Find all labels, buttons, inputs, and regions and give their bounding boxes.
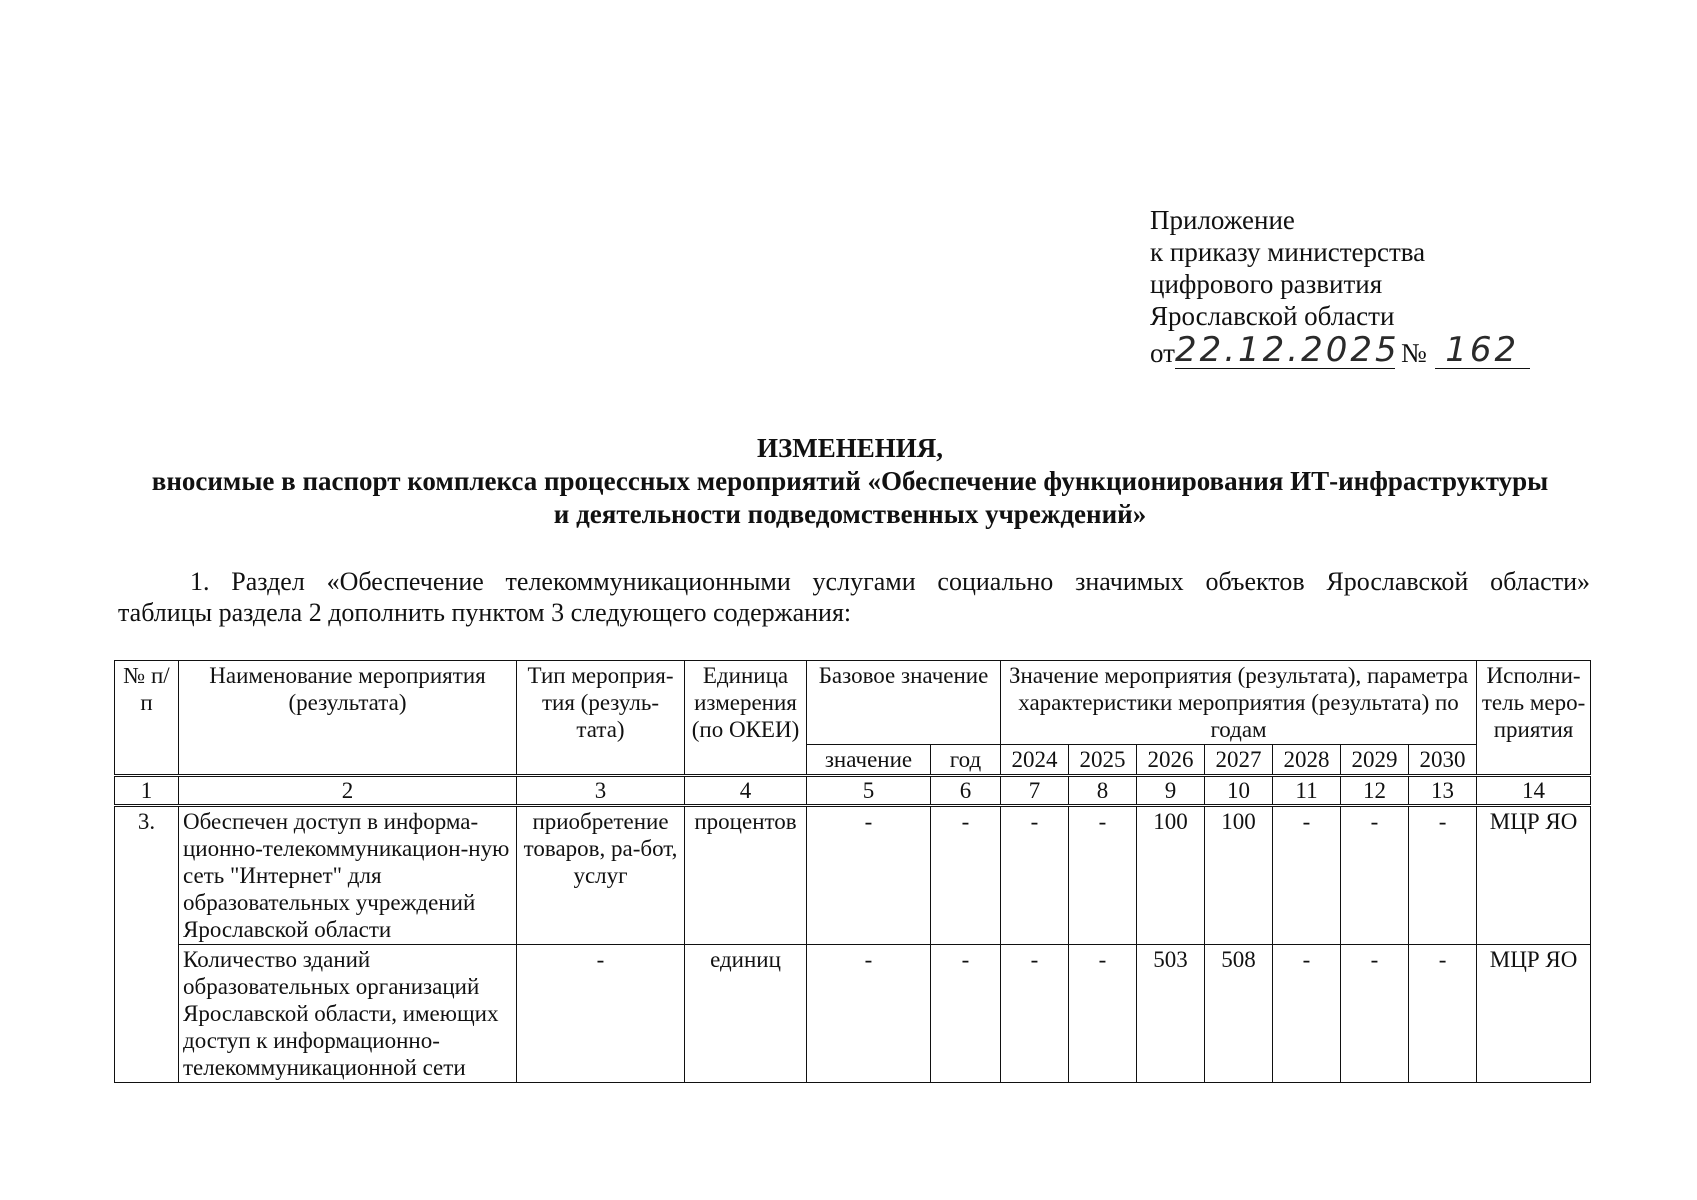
amendment-paragraph [118, 566, 1590, 628]
row-base-year: - [931, 945, 1001, 1083]
row-year-value: - [1273, 806, 1341, 945]
table-row [115, 945, 1591, 1083]
appendix-line: Ярославской области [1150, 301, 1395, 331]
row-year-value: - [1409, 806, 1477, 945]
column-number: 1 [115, 776, 179, 806]
title-line: вносимые в паспорт комплекса процессных мероприятий «Обеспечение функционирования ИТ-инфраструктуры [151, 466, 1549, 496]
header-year: 2024 [1001, 745, 1069, 776]
title-main: ИЗМЕНЕНИЯ, [756, 433, 943, 463]
header-executor: Исполни-тель меро-приятия [1477, 661, 1591, 776]
paragraph-line: 1. Раздел «Обеспечение телекоммуникационными услугами социально значимых объектов Ярославской области» [190, 567, 1590, 596]
row-unit: процентов [685, 806, 807, 945]
header-type: Тип мероприя-тия (резуль-тата) [517, 661, 685, 776]
row-year-value: 508 [1205, 945, 1273, 1083]
row-executor: МЦР ЯО [1477, 806, 1591, 945]
row-base-value: - [807, 806, 931, 945]
appendix-line: цифрового развития [1150, 269, 1383, 299]
column-number: 2 [179, 776, 517, 806]
header-base-year: год [931, 745, 1001, 776]
row-base-year: - [931, 806, 1001, 945]
row-year-value: - [1069, 945, 1137, 1083]
header-year: 2026 [1137, 745, 1205, 776]
header-year: 2027 [1205, 745, 1273, 776]
column-number: 8 [1069, 776, 1137, 806]
header-unit: Единица измерения (по ОКЕИ) [685, 661, 807, 776]
document-title [110, 432, 1590, 531]
header-year: 2030 [1409, 745, 1477, 776]
row-unit: единиц [685, 945, 807, 1083]
header-base: Базовое значение [807, 661, 1001, 745]
paragraph-line: таблицы раздела 2 дополнить пунктом 3 следующего содержания: [118, 598, 852, 627]
number-label: № [1400, 338, 1427, 368]
row-year-value: 503 [1137, 945, 1205, 1083]
row-year-value: - [1001, 806, 1069, 945]
row-year-value: - [1341, 945, 1409, 1083]
column-number: 9 [1137, 776, 1205, 806]
row-year-value: - [1273, 945, 1341, 1083]
column-number: 13 [1409, 776, 1477, 806]
column-number: 7 [1001, 776, 1069, 806]
header-row [115, 661, 1591, 745]
handwritten-date: 22.12.2025 [1174, 330, 1400, 370]
row-executor: МЦР ЯО [1477, 945, 1591, 1083]
column-number: 12 [1341, 776, 1409, 806]
appendix-line: к приказу министерства [1150, 237, 1426, 267]
column-number: 11 [1273, 776, 1341, 806]
column-number: 3 [517, 776, 685, 806]
header-num: № п/п [115, 661, 179, 776]
row-year-value: - [1069, 806, 1137, 945]
column-number: 5 [807, 776, 931, 806]
header-year: 2029 [1341, 745, 1409, 776]
row-base-value: - [807, 945, 931, 1083]
header-year: 2025 [1069, 745, 1137, 776]
measures-table [114, 660, 1591, 1083]
row-type: - [517, 945, 685, 1083]
column-number-row [115, 776, 1591, 806]
header-base-value: значение [807, 745, 931, 776]
row-year-value: 100 [1205, 806, 1273, 945]
header-name: Наименование мероприятия (результата) [179, 661, 517, 776]
appendix-line: Приложение [1150, 205, 1295, 235]
row-year-value: - [1001, 945, 1069, 1083]
row-num: 3. [115, 806, 179, 1083]
title-line: и деятельности подведомственных учреждений» [553, 499, 1147, 529]
column-number: 6 [931, 776, 1001, 806]
row-name: Обеспечен доступ в информа-ционно-телекоммуникацион-ную сеть "Интернет" для образовательных учреждений Ярославской области [179, 806, 517, 945]
row-year-value: - [1409, 945, 1477, 1083]
row-year-value: - [1341, 806, 1409, 945]
header-year: 2028 [1273, 745, 1341, 776]
appendix-block [1150, 204, 1530, 369]
row-year-value: 100 [1137, 806, 1205, 945]
table-row [115, 806, 1591, 945]
column-number: 4 [685, 776, 807, 806]
order-date-number [1150, 332, 1530, 369]
column-number: 14 [1477, 776, 1591, 806]
header-values: Значение мероприятия (результата), параметра характеристики мероприятия (результата) по годам [1001, 661, 1477, 745]
row-name: Количество зданий образовательных организаций Ярославской области, имеющих доступ к информационно-телекоммуникационной сети [179, 945, 517, 1083]
from-label: от [1150, 338, 1175, 368]
column-number: 10 [1205, 776, 1273, 806]
row-type: приобретение товаров, ра-бот, услуг [517, 806, 685, 945]
handwritten-number: 162 [1435, 332, 1530, 369]
